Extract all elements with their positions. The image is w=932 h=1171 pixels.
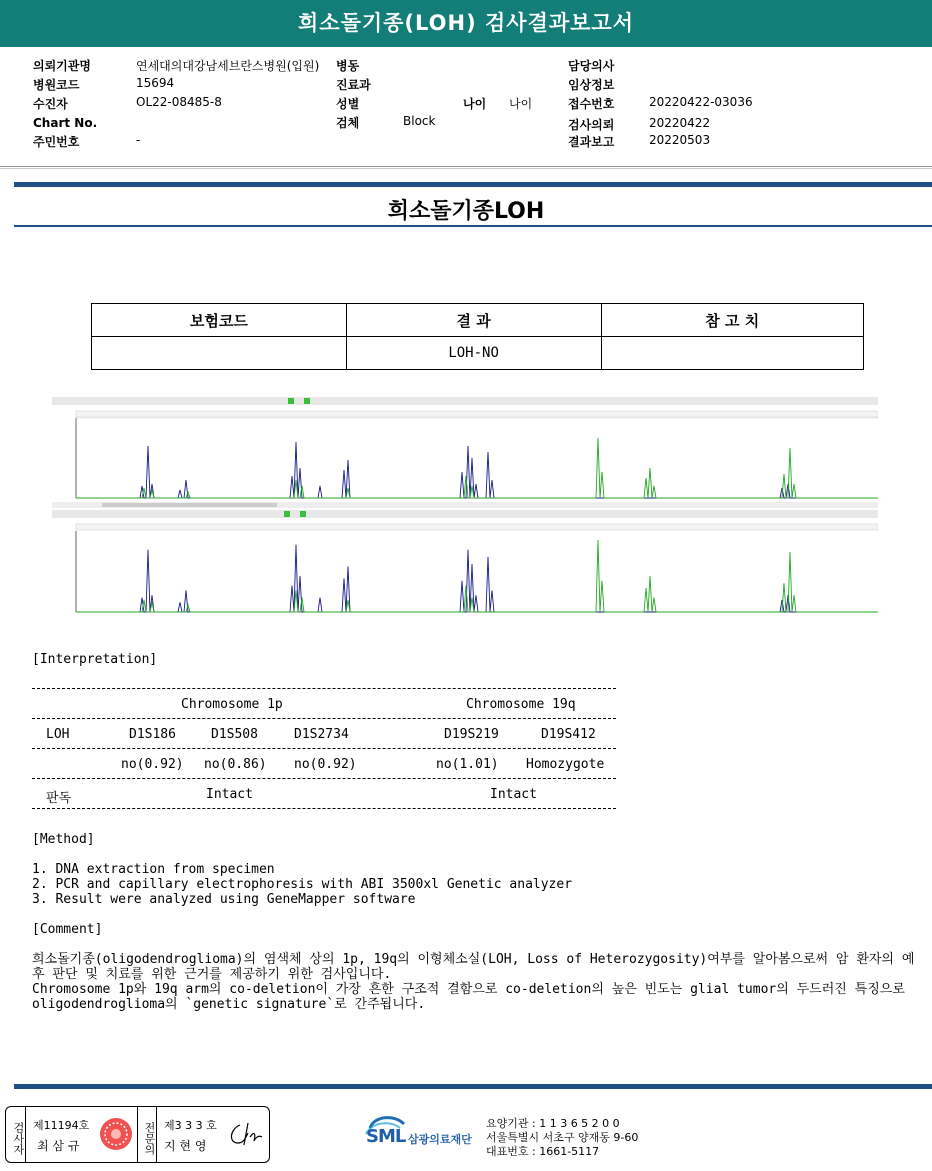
info-label: 결과보고 — [568, 135, 615, 149]
info-label: 수진자 — [33, 97, 68, 111]
judgement-label: 판독 — [46, 791, 72, 806]
judgement-1p: Intact — [206, 787, 253, 802]
signature-icon — [226, 1119, 264, 1149]
cell-reference — [601, 337, 864, 370]
judgement-19q: Intact — [490, 787, 537, 802]
info-label: 진료과 — [336, 78, 371, 92]
org-phone: 대표번호 : 1661-5117 — [486, 1145, 600, 1158]
info-value: 연세대의대강남세브란스병원(입원) — [136, 59, 320, 73]
report-header-title: 희소돌기종(LOH) 검사결과보고서 — [298, 11, 634, 35]
signature-box — [5, 1106, 270, 1163]
header-insurance-code: 보험코드 — [92, 304, 347, 337]
panel-toolbar — [52, 397, 878, 405]
dashed-rule — [32, 748, 616, 749]
marker-value: no(0.92) — [121, 757, 184, 772]
info-label: 검체 — [336, 116, 360, 130]
dashed-rule — [32, 718, 616, 719]
seal-stamp-icon — [98, 1116, 134, 1152]
chromosome-1p-label: Chromosome 1p — [181, 697, 283, 712]
dashed-rule — [32, 688, 616, 689]
dashed-rule — [32, 808, 616, 809]
loh-row-label: LOH — [46, 727, 70, 742]
electropherogram-image — [52, 394, 878, 614]
org-address: 서울특별시 서초구 양재동 9-60 — [486, 1131, 639, 1144]
comment-paragraph: 희소돌기종(oligodendroglioma)의 염색체 상의 1p, 19q의 이형체소실(LOH, Loss of Heterozygosity)여부를 알아봄으로써 암 환자의 예후 판단 및 치료를 위한 근거를 제공하기 위한 검사입니다. — [32, 952, 915, 982]
report-header-bar — [0, 0, 932, 47]
info-value: 나이 — [509, 97, 533, 111]
info-value: Block — [403, 114, 436, 128]
top-traces — [76, 438, 878, 498]
info-label: 병원코드 — [33, 78, 80, 92]
info-value: 20220422-03036 — [649, 95, 753, 109]
toolbar-button-icon — [300, 511, 306, 517]
org-code: 요양기관 : 1 1 3 6 5 2 0 0 — [486, 1117, 620, 1130]
specialist-license-no: 제3 3 3 호 — [164, 1119, 217, 1132]
info-label: 병동 — [336, 59, 360, 73]
sml-logo — [364, 1114, 484, 1154]
marker-label: D1S2734 — [294, 727, 349, 742]
info-label: Chart No. — [33, 116, 98, 130]
cell-result: LOH-NO — [346, 337, 601, 370]
specialist-stamp-label: 전문의 — [137, 1107, 157, 1162]
dashed-rule — [32, 778, 616, 779]
comment-paragraph: Chromosome 1p와 19q arm의 co-deletion이 가장 흔한 구조적 결함으로 co-deletion의 높은 빈도는 glial tumor의 두드러진 특징으로 oligodendroglioma의 `genetic signature`로 간주됩니다. — [32, 982, 905, 1012]
info-value: - — [136, 133, 141, 147]
info-label: 접수번호 — [568, 97, 615, 111]
result-table — [91, 303, 864, 370]
sml-org-name: 삼광의료재단 — [408, 1133, 472, 1146]
scrollbar-thumb — [102, 503, 277, 507]
info-label: 검사의뢰 — [568, 118, 615, 132]
cell-insurance-code — [92, 337, 347, 370]
method-heading: [Method] — [32, 832, 95, 847]
interpretation-heading: [Interpretation] — [32, 652, 158, 667]
marker-label: D19S412 — [541, 727, 596, 742]
toolbar-button-icon — [304, 398, 310, 404]
marker-value: no(0.86) — [204, 757, 267, 772]
comment-heading: [Comment] — [32, 922, 103, 937]
report-title: 희소돌기종LOH — [387, 199, 545, 224]
examiner-name: 최 삼 규 — [37, 1139, 80, 1153]
info-label: 나이 — [463, 97, 487, 111]
section-rule — [14, 182, 932, 187]
toolbar-button-icon — [288, 398, 294, 404]
examiner-stamp-label: 검사자 — [6, 1107, 26, 1162]
footer-rule — [14, 1084, 932, 1089]
marker-value: no(1.01) — [436, 757, 499, 772]
info-label: 임상정보 — [568, 78, 615, 92]
divider — [0, 168, 932, 169]
info-value: 15694 — [136, 76, 175, 90]
info-label: 의뢰기관명 — [33, 59, 91, 73]
size-ruler — [76, 524, 878, 530]
marker-label: D1S508 — [211, 727, 258, 742]
bottom-traces — [76, 540, 878, 612]
header-reference: 참 고 치 — [601, 304, 864, 337]
method-line: 2. PCR and capillary electrophoresis with ABI 3500xl Genetic analyzer — [32, 877, 573, 892]
marker-value: no(0.92) — [294, 757, 357, 772]
method-line: 1. DNA extraction from specimen — [32, 862, 275, 877]
toolbar-button-icon — [284, 511, 290, 517]
marker-value: Homozygote — [526, 757, 605, 772]
chromosome-19q-label: Chromosome 19q — [466, 697, 576, 712]
trace-blue — [76, 545, 878, 612]
examiner-license-no: 제11194호 — [33, 1119, 90, 1132]
trace-blue — [76, 442, 878, 498]
info-label: 주민번호 — [33, 135, 80, 149]
size-ruler — [76, 411, 878, 417]
title-underline — [14, 225, 932, 227]
table-header-row — [92, 304, 864, 337]
marker-label: D1S186 — [129, 727, 176, 742]
info-value: 20220422 — [649, 116, 711, 130]
specialist-name: 지 현 영 — [164, 1139, 207, 1153]
marker-label: D19S219 — [444, 727, 499, 742]
info-label: 담당의사 — [568, 59, 615, 73]
info-label: 성별 — [336, 97, 360, 111]
panel-toolbar — [52, 510, 878, 518]
header-result: 결 과 — [346, 304, 601, 337]
method-line: 3. Result were analyzed using GeneMapper software — [32, 892, 416, 907]
info-value: OL22-08485-8 — [136, 95, 222, 109]
info-value: 20220503 — [649, 133, 711, 147]
sml-logo-text: SML — [366, 1126, 406, 1147]
electropherogram-svg — [52, 394, 878, 614]
table-row — [92, 337, 864, 370]
divider — [0, 166, 932, 167]
